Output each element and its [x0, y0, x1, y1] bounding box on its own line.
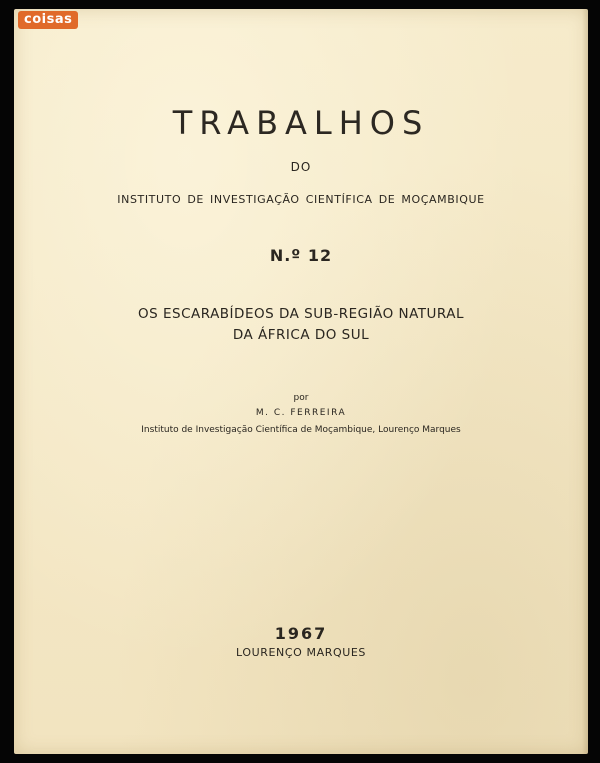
series-title: TRABALHOS: [172, 104, 430, 142]
issue-number: N.º 12: [269, 246, 333, 265]
work-title-line-1: OS ESCARABÍDEOS DA SUB-REGIÃO NATURAL: [137, 306, 464, 322]
author-name: M. C. FERREIRA: [255, 408, 347, 418]
work-title: [14, 304, 588, 346]
connector-text: DO: [290, 160, 312, 174]
work-title-line-2: DA ÁFRICA DO SUL: [232, 327, 370, 343]
watermark-logo: coisas: [18, 11, 78, 29]
author-affiliation: Instituto de Investigação Científica de Moçambique, Lourenço Marques: [141, 425, 461, 435]
by-label: por: [293, 393, 309, 403]
publication-place: LOURENÇO MARQUES: [235, 646, 366, 659]
institute-name: INSTITUTO DE INVESTIGAÇÃO CIENTÍFICA DE MOÇAMBIQUE: [117, 193, 485, 206]
publication-year: 1967: [274, 624, 328, 643]
